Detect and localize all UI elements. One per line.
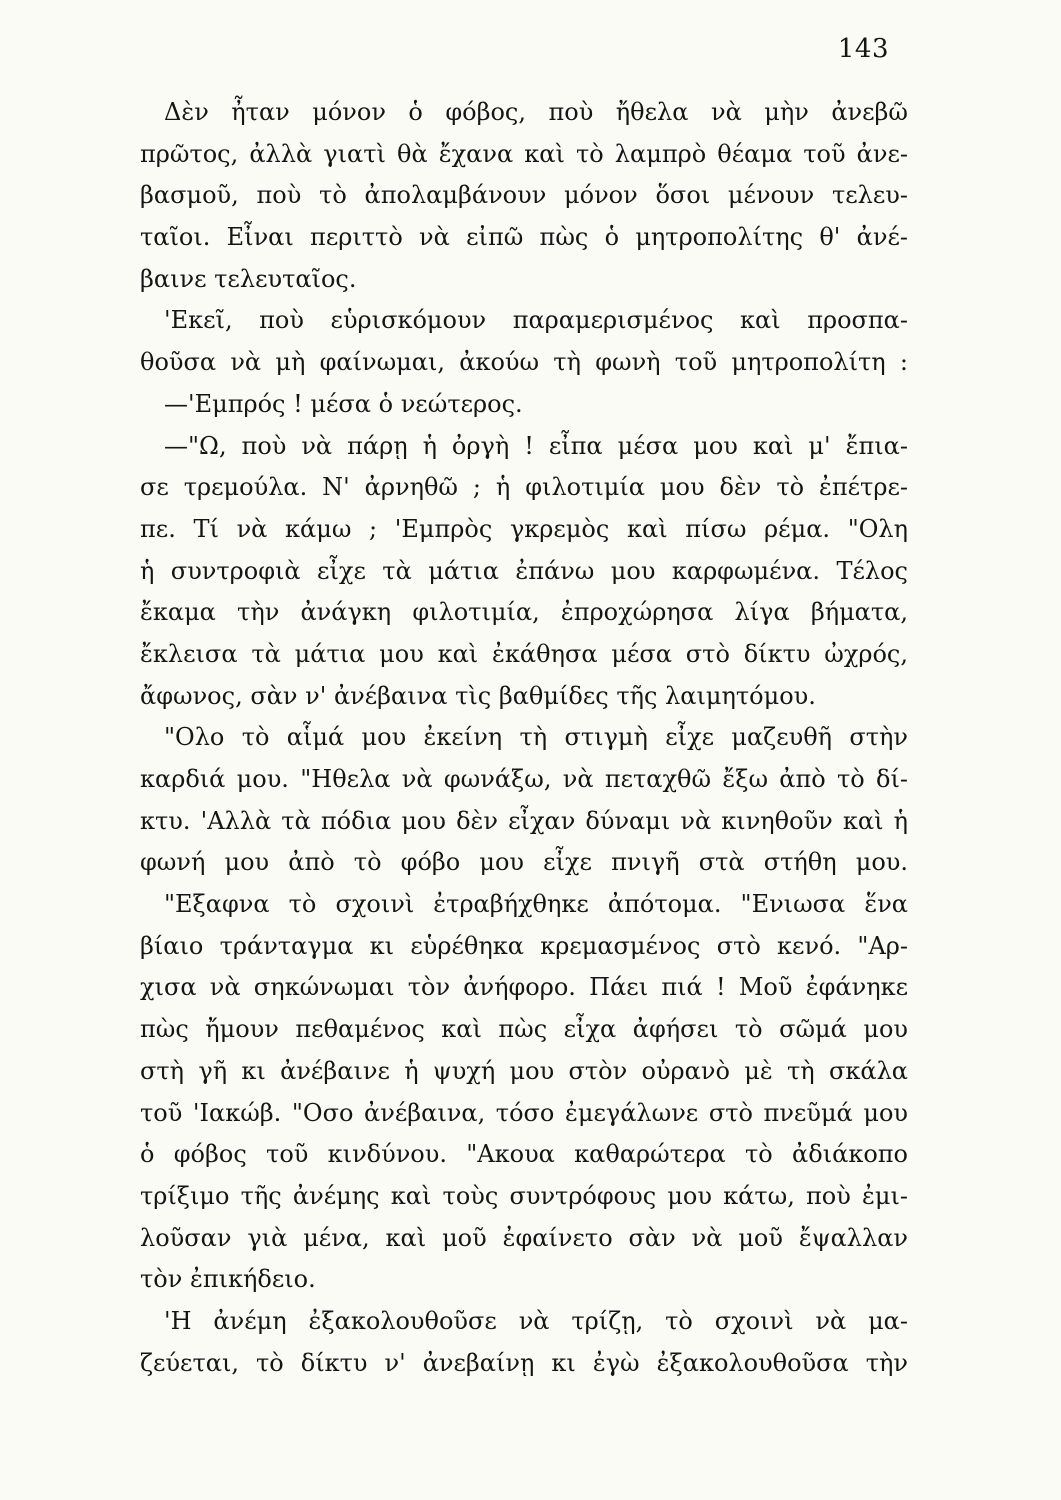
text-line: κτυ. 'Αλλὰ τὰ πόδια μου δὲν εἶχαν δύναμι νὰ κινηθοῦν καὶ ἡ xyxy=(140,806,908,835)
text-line: ἄφωνος, σὰν ν' ἀνέβαινα τὶς βαθμίδες τῆς λαιμητόμου. xyxy=(140,681,816,710)
text-line: λοῦσαν γιὰ μένα, καὶ μοῦ ἐφαίνετο σὰν νὰ μοῦ ἔψαλλαν xyxy=(140,1223,908,1252)
text-line: πὼς ἤμουν πεθαμένος καὶ πὼς εἶχα ἀφήσει τὸ σῶμά μου xyxy=(140,1015,908,1044)
page-number: 143 xyxy=(837,34,889,64)
body-text xyxy=(140,92,908,1384)
text-line: ἡ συντροφιὰ εἶχε τὰ μάτια ἐπάνω μου καρφωμένα. Τέλος xyxy=(140,556,908,585)
text-line: πε. Τί νὰ κάμω ; 'Εμπρὸς γκρεμὸς καὶ πίσω ρέμα. "Ολη xyxy=(140,514,908,543)
text-line: Δὲν ἦταν μόνον ὁ φόβος, ποὺ ἤθελα νὰ μὴν ἀνεβῶ xyxy=(164,98,908,126)
text-line: ὁ φόβος τοῦ κινδύνου. "Ακουα καθαρώτερα τὸ ἀδιάκοπο xyxy=(140,1140,908,1169)
text-line: βίαιο τράνταγμα κι εὑρέθηκα κρεμασμένος στὸ κενό. "Αρ- xyxy=(140,931,908,960)
text-line: 'Εκεῖ, ποὺ εὑρισκόμουν παραμερισμένος καὶ προσπα- xyxy=(164,306,908,335)
text-line: τὸν ἐπικήδειο. xyxy=(140,1265,316,1294)
text-line: "Εξαφνα τὸ σχοινὶ ἐτραβήχθηκε ἀπότομα. "Ενιωσα ἕνα xyxy=(164,890,908,919)
text-line: ἔκαμα τὴν ἀνάγκη φιλοτιμία, ἐπροχώρησα λίγα βήματα, xyxy=(140,598,908,627)
text-line: —"Ω, ποὺ νὰ πάρῃ ἡ ὀργὴ ! εἶπα μέσα μου καὶ μ' ἔπια- xyxy=(164,431,908,460)
text-line: ἔκλεισα τὰ μάτια μου καὶ ἐκάθησα μέσα στὸ δίκτυ ὠχρός, xyxy=(140,639,908,668)
text-line: ζεύεται, τὸ δίκτυ ν' ἀνεβαίνῃ κι ἐγὼ ἐξακολουθοῦσα τὴν xyxy=(140,1348,908,1377)
text-line: ταῖοι. Εἶναι περιττὸ νὰ εἰπῶ πὼς ὁ μητροπολίτης θ' ἀνέ- xyxy=(140,223,908,252)
text-line: βαινε τελευταῖος. xyxy=(140,264,357,293)
text-line: τοῦ 'Ιακώβ. "Οσο ἀνέβαινα, τόσο ἐμεγάλωνε στὸ πνεῦμά μου xyxy=(140,1098,908,1127)
text-line: σε τρεμούλα. Ν' ἀρνηθῶ ; ἡ φιλοτιμία μου δὲν τὸ ἐπέτρε- xyxy=(140,473,908,502)
text-line: φωνή μου ἀπὸ τὸ φόβο μου εἶχε πνιγῆ στὰ στήθη μου. xyxy=(140,848,908,877)
text-line: καρδιά μου. "Ηθελα νὰ φωνάξω, νὰ πεταχθῶ ἔξω ἀπὸ τὸ δί- xyxy=(140,765,908,793)
text-line: "Ολο τὸ αἷμά μου ἐκείνη τὴ στιγμὴ εἶχε μαζευθῆ στὴν xyxy=(164,723,908,752)
text-line: 'Η ἀνέμη ἐξακολουθοῦσε νὰ τρίζῃ, τὸ σχοινὶ νὰ μα- xyxy=(164,1306,908,1335)
text-line: πρῶτος, ἀλλὰ γιατὶ θὰ ἔχανα καὶ τὸ λαμπρὸ θέαμα τοῦ ἀνε- xyxy=(140,139,908,168)
text-line: βασμοῦ, ποὺ τὸ ἀπολαμβάνουν μόνον ὅσοι μένουν τελευ- xyxy=(140,181,908,210)
text-line: τρίξιμο τῆς ἀνέμης καὶ τοὺς συντρόφους μου κάτω, ποὺ ἐμι- xyxy=(140,1181,908,1210)
text-line: χισα νὰ σηκώνωμαι τὸν ἀνήφορο. Πάει πιά ! Μοῦ ἐφάνηκε xyxy=(140,973,908,1002)
text-line: στὴ γῆ κι ἀνέβαινε ἡ ψυχή μου στὸν οὐρανὸ μὲ τὴ σκάλα xyxy=(140,1056,908,1085)
text-line: —'Εμπρός ! μέσα ὁ νεώτερος. xyxy=(164,389,523,418)
text-line: θοῦσα νὰ μὴ φαίνωμαι, ἀκούω τὴ φωνὴ τοῦ μητροπολίτη : xyxy=(140,348,908,377)
